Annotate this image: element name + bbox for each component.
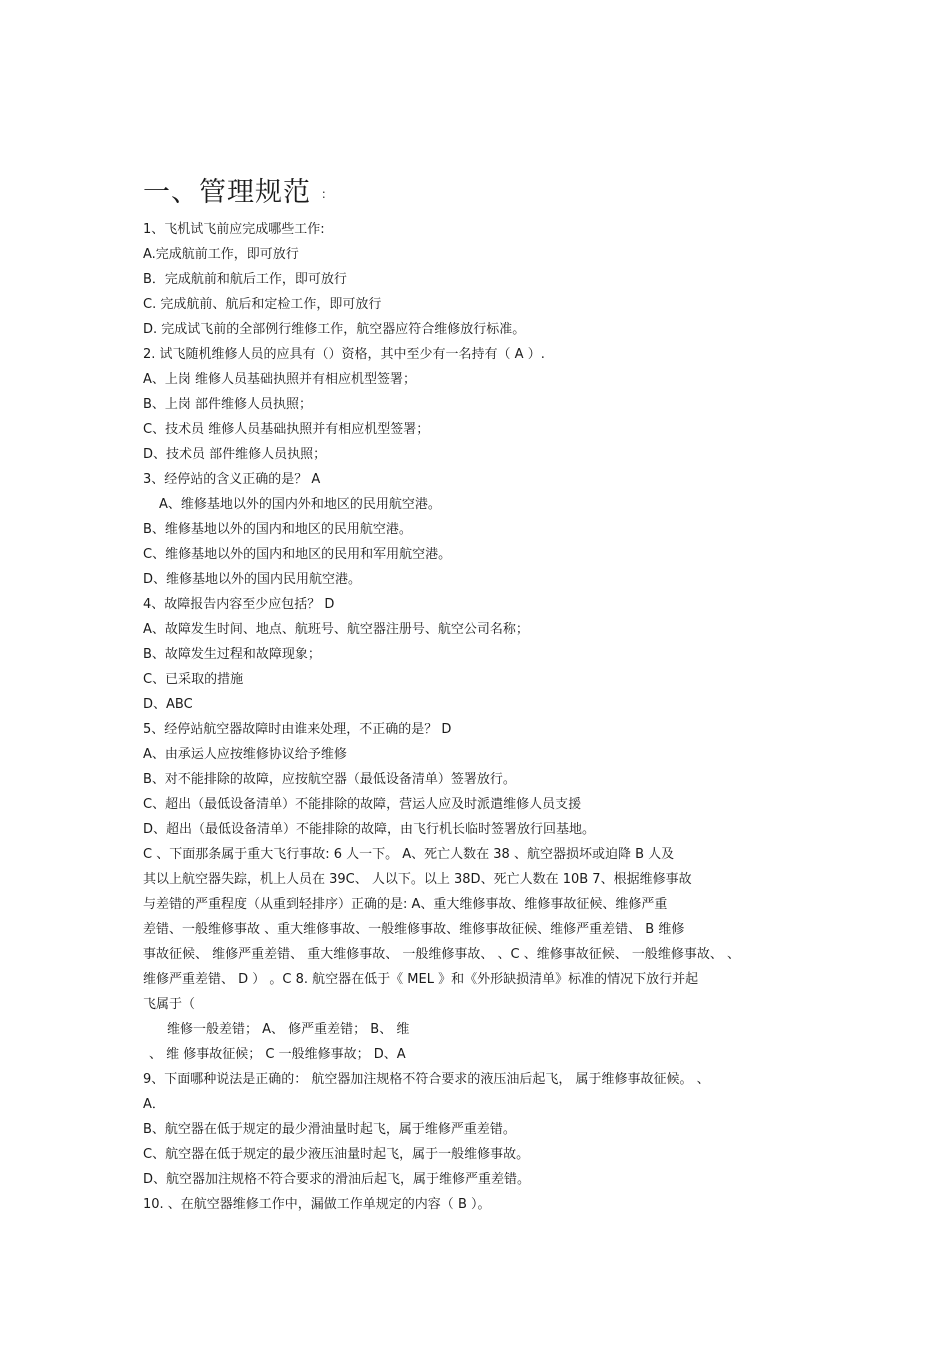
text-line: D. 完成试飞前的全部例行维修工作，航空器应符合维修放行标准。 (143, 322, 526, 337)
text-line: C、已采取的措施 (143, 672, 244, 687)
text-line: 2. 试飞随机维修人员的应具有（）资格，其中至少有一名持有（ A ）. (143, 347, 545, 362)
text-line: C、超出（最低设备清单）不能排除的故障，营运人应及时派遣维修人员支援 (143, 797, 582, 812)
text-line: 3、经停站的含义正确的是？ A (143, 472, 321, 487)
text-line: B、上岗 部件维修人员执照； (143, 397, 313, 412)
text-line: 、 维 修事故征候； C 一般维修事故； D、A (149, 1047, 406, 1062)
text-line: 1、飞机试飞前应完成哪些工作: (143, 222, 325, 237)
text-line: D、技术员 部件维修人员执照； (143, 447, 327, 462)
text-line: A、故障发生时间、地点、航班号、航空器注册号、航空公司名称； (143, 622, 529, 637)
text-line: A、上岗 维修人员基础执照并有相应机型签署； (143, 372, 417, 387)
text-line: A.完成航前工作，即可放行 (143, 247, 299, 262)
text-line: D、超出（最低设备清单）不能排除的故障，由飞行机长临时签署放行回基地。 (143, 822, 596, 837)
text-line: B．完成航前和航后工作，即可放行 (143, 272, 347, 287)
text-line: D、航空器加注规格不符合要求的滑油后起飞，属于维修严重差错。 (143, 1172, 531, 1187)
text-line: C、技术员 维修人员基础执照并有相应机型签署； (143, 422, 430, 437)
section-heading (143, 176, 334, 211)
text-line: 9、下面哪种说法是正确的： 航空器加注规格不符合要求的液压油后起飞， 属于维修事故征候。 、 (143, 1072, 710, 1087)
heading-colon: ： (321, 186, 335, 201)
text-line: 事故征候、 维修严重差错、 重大维修事故、 一般维修事故、 、C 、维修事故征候、 一般维修事故、 、 (143, 947, 741, 962)
text-line: A、维修基地以外的国内外和地区的民用航空港。 (159, 497, 441, 512)
text-line: 其以上航空器失踪，机上人员在 39C、 人以下。以上 38D、死亡人数在 10B 7、根据维修事故 (143, 872, 692, 887)
heading-title: 一、管理规范 (143, 177, 311, 208)
text-line: 飞属于（ (143, 997, 196, 1012)
text-line: A、由承运人应按维修协议给予维修 (143, 747, 347, 762)
text-line: C、维修基地以外的国内和地区的民用和军用航空港。 (143, 547, 452, 562)
text-line: 与差错的严重程度（从重到轻排序）正确的是: A、重大维修事故、维修事故征候、维修严重 (143, 897, 668, 912)
text-line: 5、经停站航空器故障时由谁来处理，不正确的是？ D (143, 722, 452, 737)
text-line: C 、下面那条属于重大飞行事故: 6 人一下。 A、死亡人数在 38 、航空器损坏或迫降 B 人及 (143, 847, 675, 862)
text-line: C. 完成航前、航后和定检工作，即可放行 (143, 297, 382, 312)
text-line: 差错、一般维修事故 、重大维修事故、一般维修事故、维修事故征候、维修严重差错、 B 维修 (143, 922, 685, 937)
text-line: D、维修基地以外的国内民用航空港。 (143, 572, 362, 587)
text-line: 维修一般差错； A、 修严重差错； B、 维 (167, 1022, 410, 1037)
text-line: B、维修基地以外的国内和地区的民用航空港。 (143, 522, 412, 537)
text-line: C、航空器在低于规定的最少液压油量时起飞，属于一般维修事故。 (143, 1147, 530, 1162)
text-line: B、对不能排除的故障，应按航空器（最低设备清单）签署放行。 (143, 772, 516, 787)
text-line: B、航空器在低于规定的最少滑油量时起飞，属于维修严重差错。 (143, 1122, 516, 1137)
text-line: 维修严重差错、 D ） 。C 8. 航空器在低于《 MEL 》和《外形缺损清单》标准的情况下放行并起 (143, 972, 699, 987)
text-line: A． (143, 1097, 165, 1112)
text-line: B、故障发生过程和故障现象； (143, 647, 321, 662)
text-line: 4、故障报告内容至少应包括？ D (143, 597, 335, 612)
text-line: 10. 、在航空器维修工作中，漏做工作单规定的内容（ B ）。 (143, 1197, 491, 1212)
text-line: D、ABC (143, 697, 193, 712)
